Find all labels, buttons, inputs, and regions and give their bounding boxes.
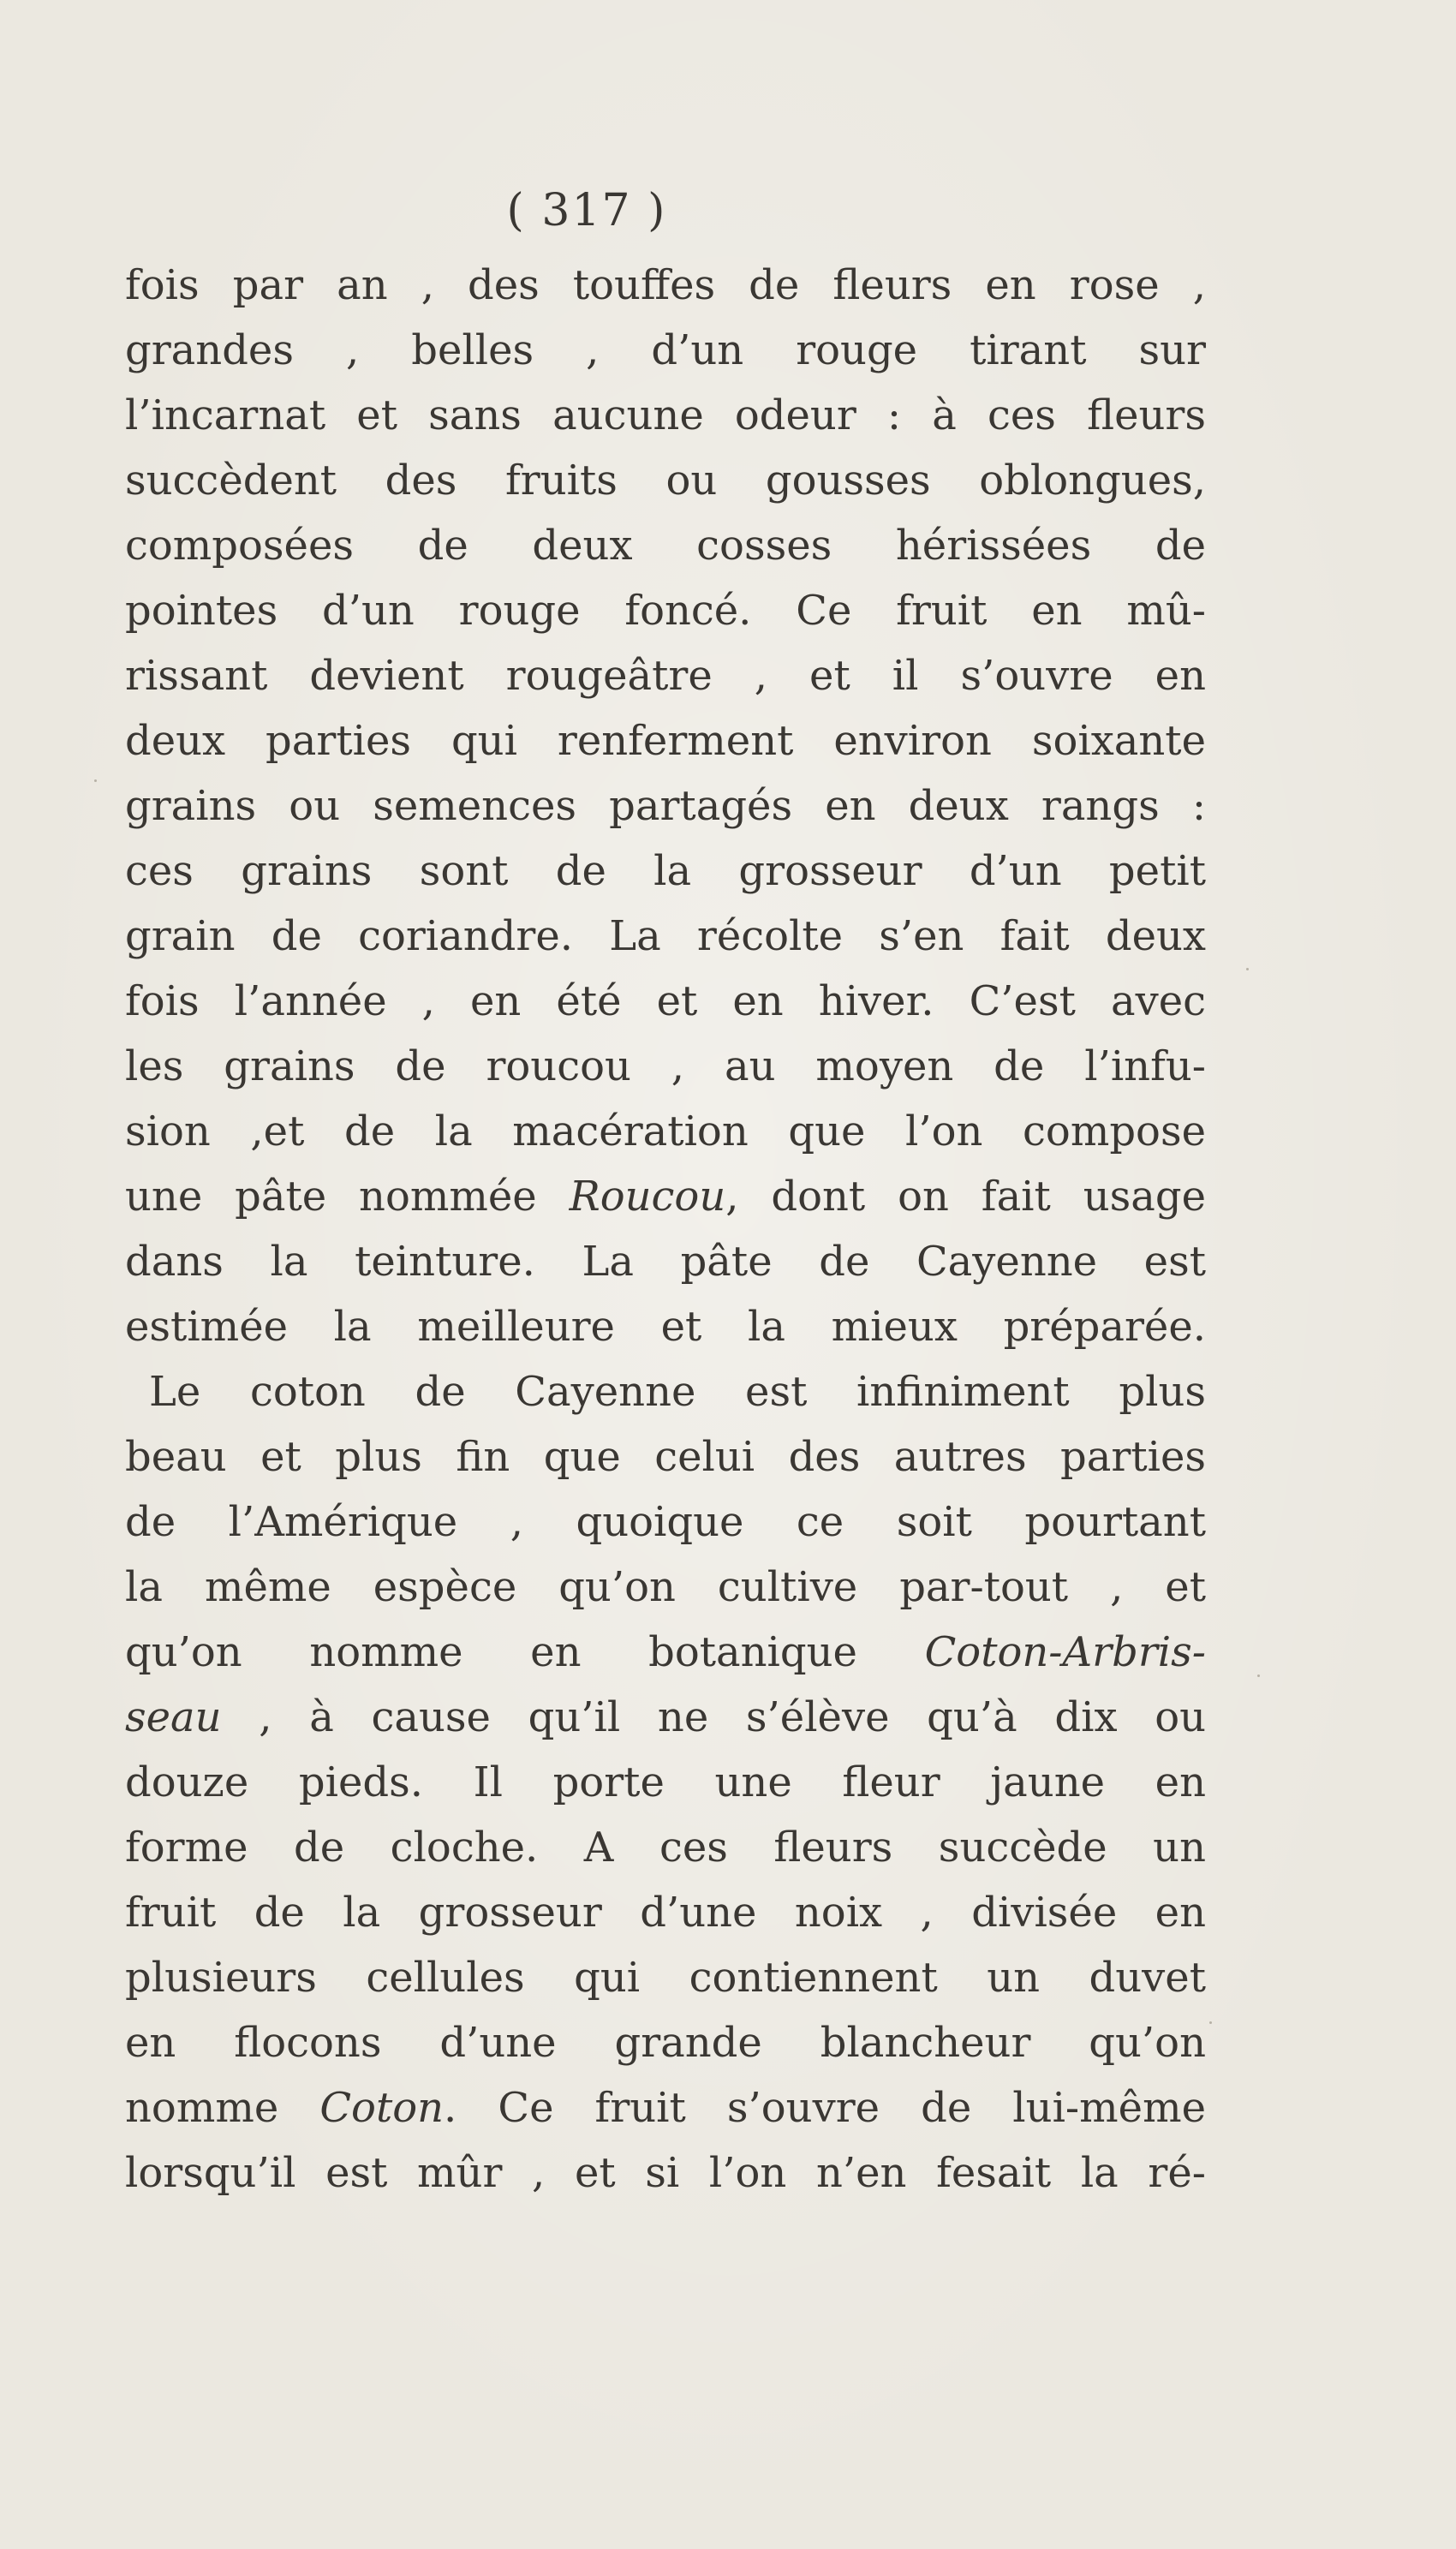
line-text: beau et plus fin que celui des autres parties — [125, 1433, 1206, 1481]
text-line-11 — [125, 904, 1206, 969]
paper-speck — [1257, 1674, 1260, 1677]
paper-speck — [1246, 968, 1249, 970]
text-line-15 — [125, 1164, 1206, 1229]
text-line-24 — [125, 1750, 1206, 1815]
line-text: rissant devient rougeâtre , et il s’ouvre en — [125, 652, 1206, 700]
text-line-8 — [125, 708, 1206, 773]
line-text: plusieurs cellules qui contiennent un duvet — [125, 1954, 1206, 2002]
line-text: Le coton de Cayenne est infiniment plus — [149, 1368, 1206, 1416]
line-text: fois l’année , en été et en hiver. C’est avec — [125, 977, 1206, 1025]
paper-speck — [1209, 2021, 1212, 2024]
line-text: douze pieds. Il porte une fleur jaune en — [125, 1758, 1206, 1806]
text-line-6 — [125, 578, 1206, 643]
text-line-12 — [125, 969, 1206, 1034]
line-text: succèdent des fruits ou gousses oblongues, — [125, 457, 1206, 504]
line-text: estimée la meilleure et la mieux préparée. — [125, 1303, 1206, 1351]
italic-term: Coton — [319, 2084, 445, 2132]
text-line-29 — [125, 2075, 1206, 2140]
line-text: en flocons d’une grande blancheur qu’on — [125, 2019, 1206, 2067]
text-line-22 — [125, 1620, 1206, 1685]
line-text: fois par an , des touffes de fleurs en rose , — [125, 261, 1206, 309]
text-line-21 — [125, 1555, 1206, 1620]
text-line-13 — [125, 1034, 1206, 1099]
text-line-5 — [125, 513, 1206, 578]
text-line-27 — [125, 1945, 1206, 2010]
line-text: pointes d’un rouge foncé. Ce fruit en mû- — [125, 587, 1206, 635]
line-text: les grains de roucou , au moyen de l’infu- — [125, 1042, 1206, 1090]
text-line-16 — [125, 1229, 1206, 1294]
line-text: grandes , belles , d’un rouge tirant sur — [125, 326, 1206, 374]
text-line-26 — [125, 1880, 1206, 1945]
text-line-4 — [125, 448, 1206, 513]
line-text: grains ou semences partagés en deux rangs : — [125, 782, 1206, 830]
line-text: . Ce fruit s’ouvre de lui-même — [444, 2084, 1206, 2132]
text-line-28 — [125, 2010, 1206, 2075]
line-text: forme de cloche. A ces fleurs succède un — [125, 1824, 1206, 1871]
line-text: nomme — [125, 2084, 320, 2132]
text-line-3 — [125, 383, 1206, 448]
text-line-30 — [125, 2140, 1206, 2206]
line-text: sion ,et de la macération que l’on compose — [125, 1107, 1206, 1155]
text-line-9 — [125, 773, 1206, 839]
text-line-25 — [125, 1815, 1206, 1880]
line-text: l’incarnat et sans aucune odeur : à ces fleurs — [125, 391, 1206, 439]
text-line-19 — [125, 1424, 1206, 1489]
text-line-20 — [125, 1489, 1206, 1555]
text-line-14 — [125, 1099, 1206, 1164]
line-text: la même espèce qu’on cultive par-tout , et — [125, 1563, 1206, 1611]
line-text: lorsqu’il est mûr , et si l’on n’en fesait la ré- — [125, 2149, 1206, 2197]
line-text: une pâte nommée — [125, 1173, 570, 1221]
line-text: dans la teinture. La pâte de Cayenne est — [125, 1238, 1206, 1286]
text-line-17 — [125, 1294, 1206, 1359]
text-line-18 — [125, 1359, 1206, 1424]
paper-speck — [94, 779, 97, 782]
line-text: qu’on nomme en botanique — [125, 1628, 925, 1676]
text-line-2 — [125, 318, 1206, 383]
italic-term: Coton-Arbris- — [924, 1628, 1206, 1676]
line-text: de l’Amérique , quoique ce soit pourtant — [125, 1498, 1206, 1546]
text-line-1 — [125, 253, 1206, 318]
text-line-7 — [125, 643, 1206, 708]
line-text: , dont on fait usage — [725, 1173, 1206, 1221]
line-text: fruit de la grosseur d’une noix , divisée en — [125, 1889, 1206, 1937]
italic-term: seau — [125, 1693, 222, 1741]
body-text — [125, 253, 1206, 2206]
page-number: ( 317 ) — [506, 185, 667, 236]
text-line-23 — [125, 1685, 1206, 1750]
line-text: grain de coriandre. La récolte s’en fait deux — [125, 912, 1206, 960]
line-text: composées de deux cosses hérissées de — [125, 522, 1206, 570]
line-text: deux parties qui renferment environ soixante — [125, 717, 1206, 765]
text-line-10 — [125, 839, 1206, 904]
line-text: , à cause qu’il ne s’élève qu’à dix ou — [221, 1693, 1206, 1741]
line-text: ces grains sont de la grosseur d’un petit — [125, 847, 1206, 895]
italic-term: Roucou — [569, 1173, 726, 1221]
